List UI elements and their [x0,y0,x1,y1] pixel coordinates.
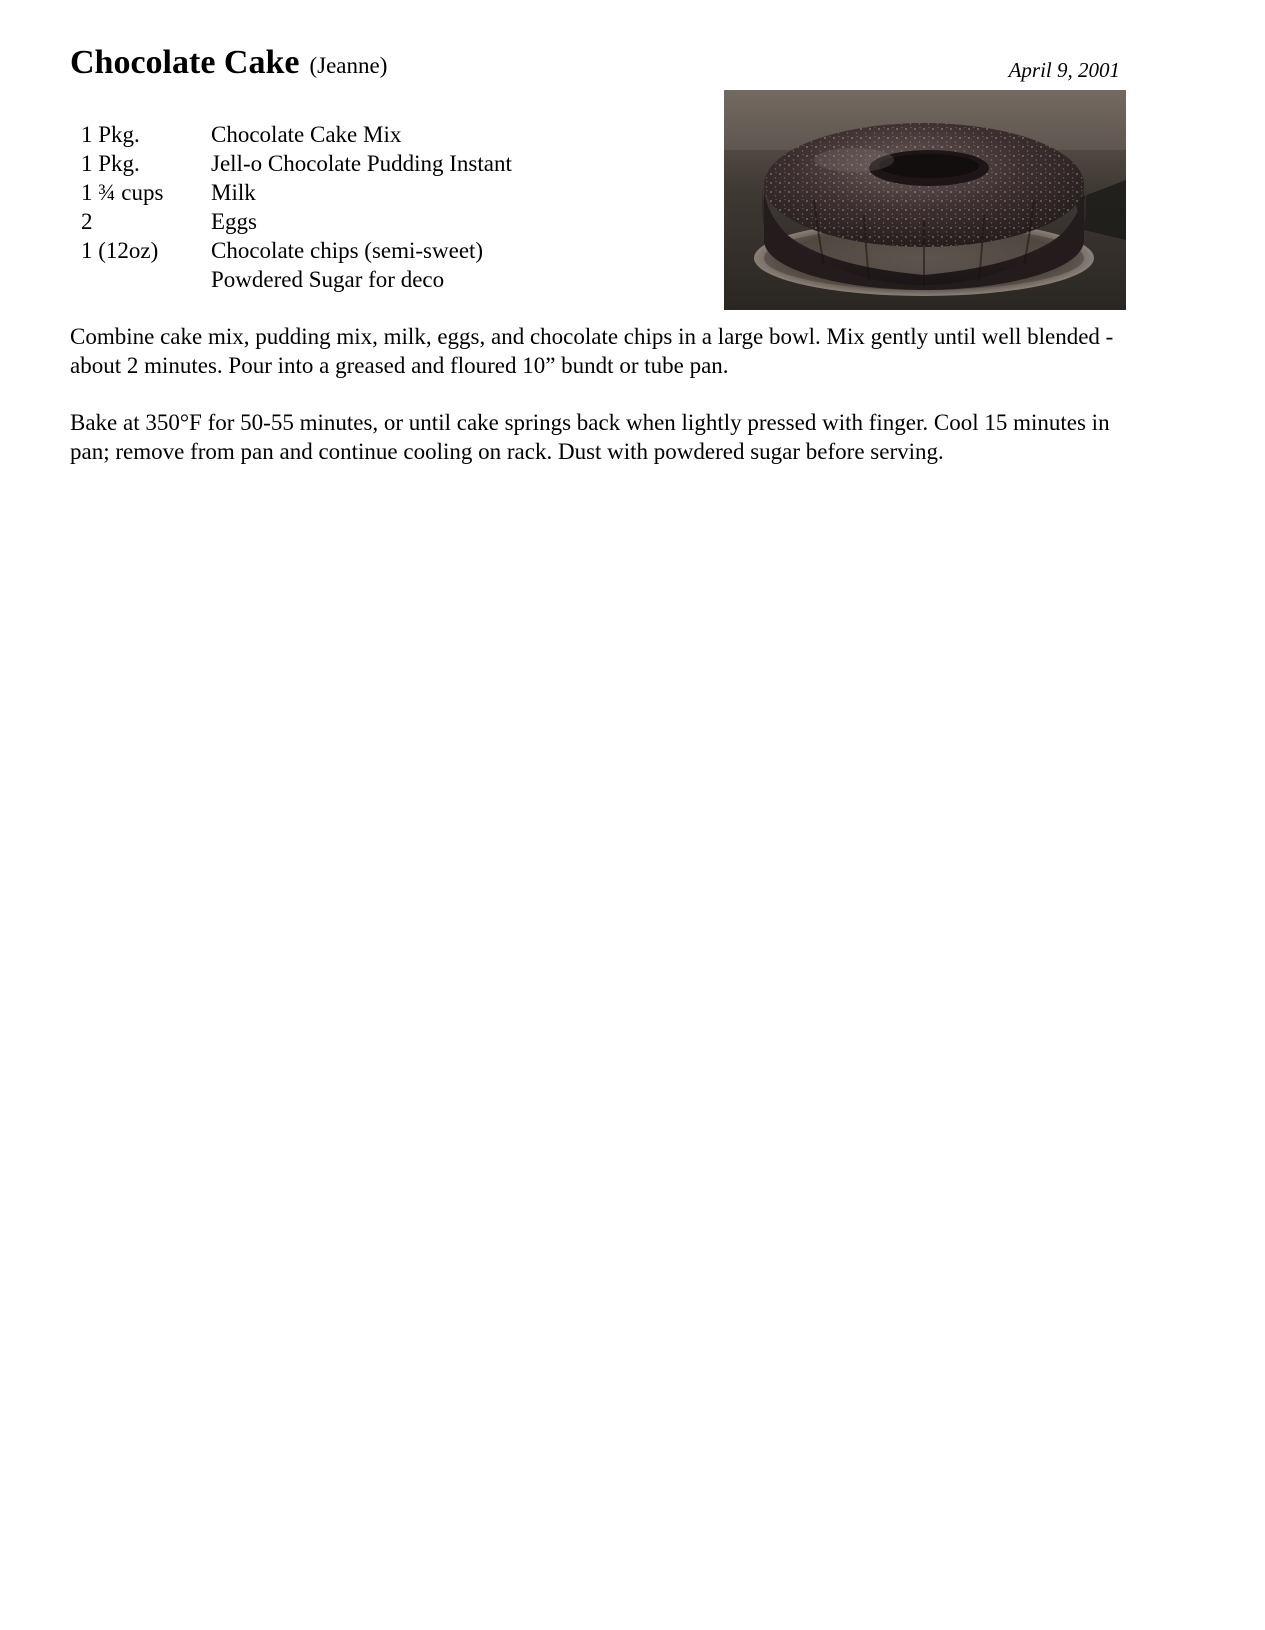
ingredient-name: Milk [211,180,256,205]
ingredient-quantity: 1 (12oz) [81,238,159,263]
ingredient-row [81,236,512,265]
ingredient-row [81,120,512,149]
ingredient-name: Jell-o Chocolate Pudding Instant [211,151,512,176]
ingredient-quantity: 1 Pkg. [81,122,140,147]
ingredient-row [81,178,512,207]
ingredient-name: Chocolate chips (semi-sweet) [211,238,484,263]
recipe-title-line [70,44,387,82]
instruction-paragraph: Combine cake mix, pudding mix, milk, eggs, and chocolate chips in a large bowl. Mix gently until well blended - about 2 minutes. Pour into a greased and floured 10” bundt or tube pan. [70,324,1114,378]
bundt-cake-image [724,90,1126,310]
ingredient-row [81,207,512,236]
instructions [70,322,1130,494]
cake-photo [724,90,1126,310]
ingredient-row [81,149,512,178]
instruction-paragraph: Bake at 350°F for 50-55 minutes, or until cake springs back when lightly pressed with finger. Cool 15 minutes in pan; remove from pan and continue cooling on rack. Dust with powdered sugar before serving. [70,410,1110,464]
recipe-title: Chocolate Cake [70,44,300,81]
recipe-date: April 9, 2001 [1008,58,1120,82]
ingredient-name: Powdered Sugar for deco [211,267,445,292]
ingredient-quantity: 1 ¾ cups [81,180,164,205]
ingredient-quantity: 2 [81,209,93,234]
ingredient-list [81,120,512,294]
ingredient-quantity: 1 Pkg. [81,151,140,176]
ingredient-row [81,265,512,294]
ingredient-name: Eggs [211,209,257,234]
recipe-author: (Jeanne) [309,53,388,78]
ingredient-name: Chocolate Cake Mix [211,122,402,147]
ingredient-quantity [81,265,211,294]
